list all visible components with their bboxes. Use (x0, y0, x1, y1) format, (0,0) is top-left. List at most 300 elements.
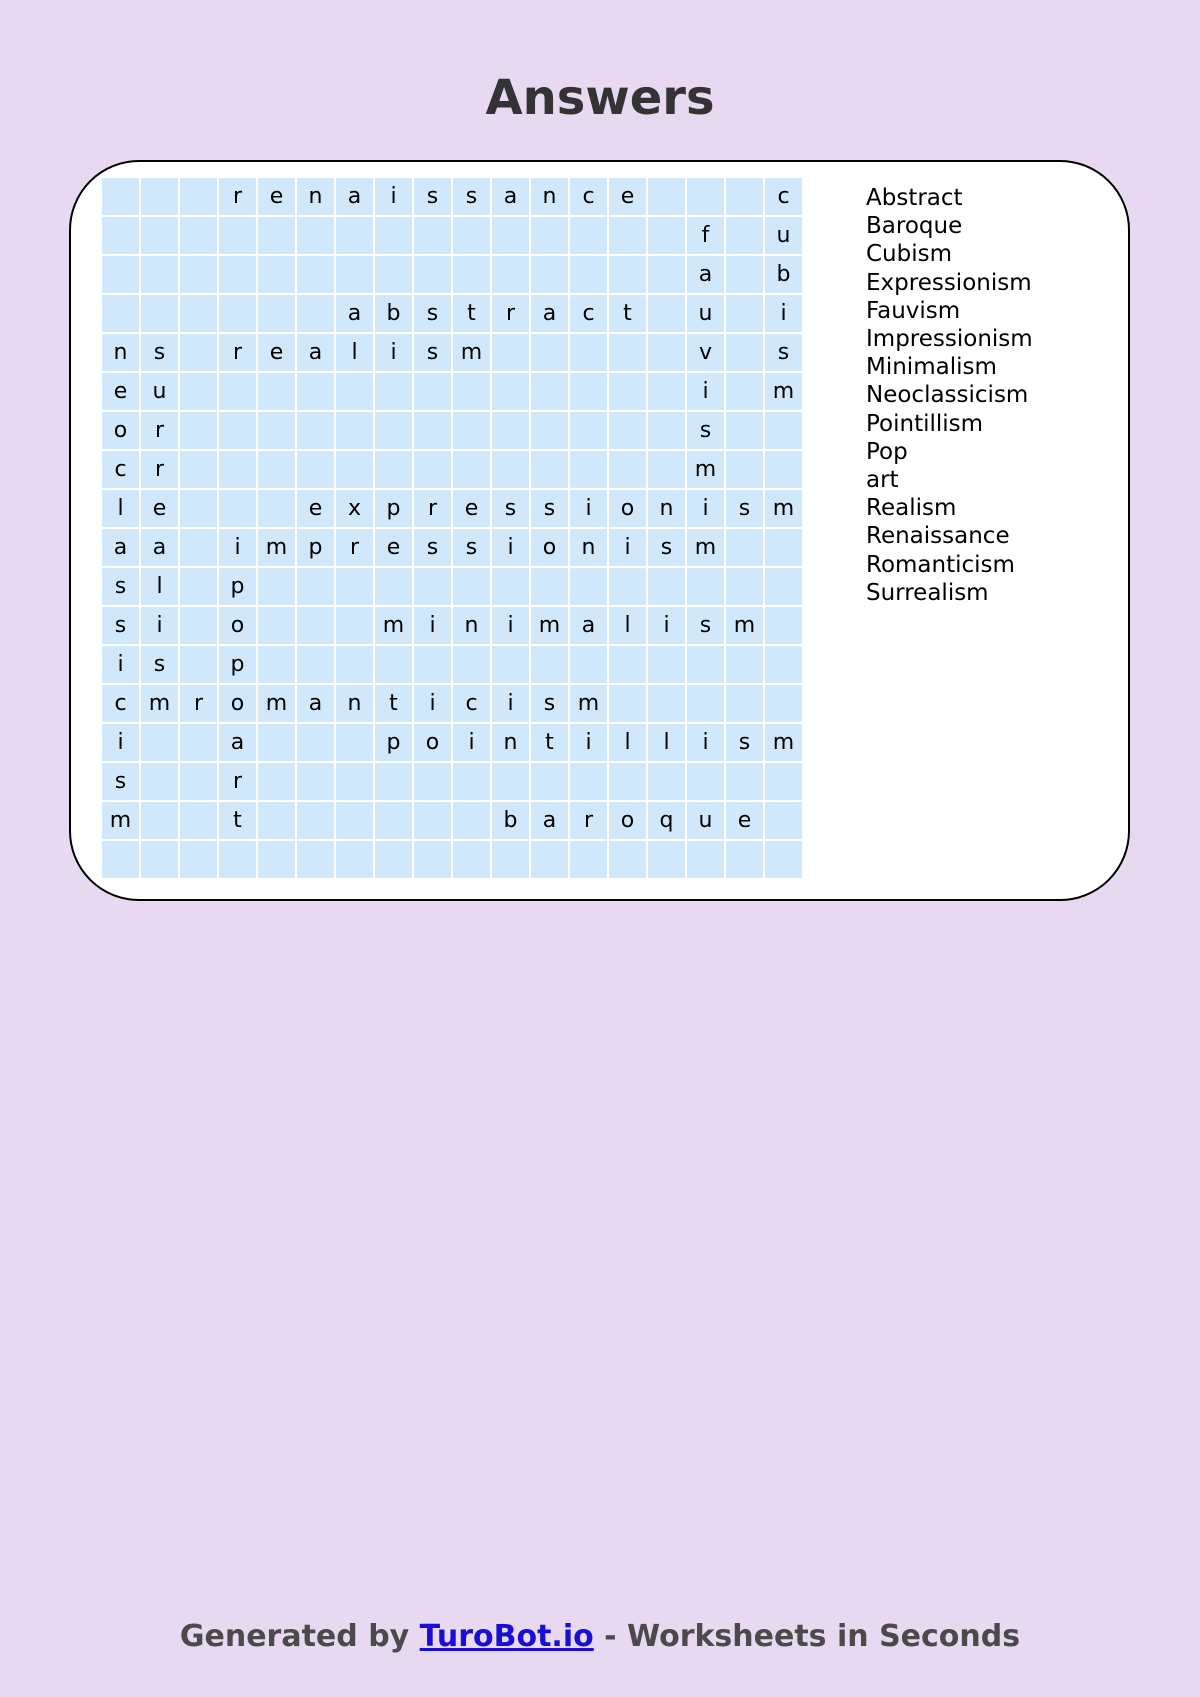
grid-cell: b (765, 256, 802, 293)
grid-cell (258, 217, 295, 254)
grid-cell: o (531, 529, 568, 566)
grid-cell (531, 256, 568, 293)
grid-cell (609, 451, 646, 488)
word-list (866, 184, 1033, 607)
grid-cell (453, 568, 490, 605)
word-list-item: Minimalism (866, 354, 997, 381)
grid-cell: o (102, 412, 139, 449)
grid-cell (414, 646, 451, 683)
grid-cell (414, 217, 451, 254)
grid-cell (453, 841, 490, 878)
grid-cell: o (219, 685, 256, 722)
grid-cell (180, 373, 217, 410)
grid-cell: m (570, 685, 607, 722)
grid-cell: a (102, 529, 139, 566)
grid-cell: s (141, 646, 178, 683)
grid-cell: a (687, 256, 724, 293)
grid-cell (570, 451, 607, 488)
grid-cell (648, 217, 685, 254)
grid-cell: s (453, 178, 490, 215)
grid-cell (687, 178, 724, 215)
grid-cell: t (219, 802, 256, 839)
grid-cell (531, 373, 568, 410)
grid-cell (375, 412, 412, 449)
grid-cell: s (648, 529, 685, 566)
grid-cell: i (219, 529, 256, 566)
grid-cell: n (453, 607, 490, 644)
grid-cell (492, 334, 529, 371)
grid-cell (297, 568, 334, 605)
grid-cell: m (531, 607, 568, 644)
grid-cell (414, 373, 451, 410)
grid-cell: e (258, 178, 295, 215)
grid-cell (726, 256, 763, 293)
grid-cell (609, 646, 646, 683)
grid-cell (609, 373, 646, 410)
grid-cell (492, 217, 529, 254)
grid-cell (453, 373, 490, 410)
grid-cell (336, 724, 373, 761)
grid-cell: p (219, 646, 256, 683)
grid-cell: i (609, 529, 646, 566)
grid-cell: a (531, 295, 568, 332)
grid-cell (765, 802, 802, 839)
grid-cell (492, 256, 529, 293)
grid-cell (726, 217, 763, 254)
grid-cell (180, 217, 217, 254)
word-list-item: Surrealism (866, 579, 989, 606)
grid-cell (180, 529, 217, 566)
grid-cell (102, 841, 139, 878)
grid-cell: s (765, 334, 802, 371)
grid-cell (492, 451, 529, 488)
grid-cell (570, 763, 607, 800)
grid-cell (414, 568, 451, 605)
page-title: Answers (485, 70, 715, 126)
grid-cell (258, 373, 295, 410)
grid-cell (336, 763, 373, 800)
grid-cell: l (609, 724, 646, 761)
grid-cell (726, 568, 763, 605)
grid-cell: s (102, 607, 139, 644)
grid-cell: r (492, 295, 529, 332)
grid-cell: s (102, 568, 139, 605)
grid-cell (336, 841, 373, 878)
grid-cell: i (687, 490, 724, 527)
grid-cell: s (726, 490, 763, 527)
grid-cell: r (219, 178, 256, 215)
grid-cell (648, 646, 685, 683)
grid-cell (609, 841, 646, 878)
grid-cell: c (453, 685, 490, 722)
grid-cell (336, 802, 373, 839)
grid-cell (726, 178, 763, 215)
grid-cell: t (531, 724, 568, 761)
word-list-item: Neoclassicism (866, 382, 1029, 409)
grid-cell (258, 763, 295, 800)
grid-cell (258, 568, 295, 605)
grid-cell (219, 490, 256, 527)
grid-cell (180, 451, 217, 488)
grid-cell (609, 412, 646, 449)
grid-cell (180, 763, 217, 800)
grid-cell (453, 802, 490, 839)
grid-cell: n (531, 178, 568, 215)
grid-cell: a (141, 529, 178, 566)
grid-cell (258, 841, 295, 878)
grid-cell (375, 841, 412, 878)
grid-cell (570, 334, 607, 371)
grid-cell: m (453, 334, 490, 371)
footer-prefix: Generated by (179, 1619, 420, 1654)
grid-cell: e (258, 334, 295, 371)
grid-cell: a (492, 178, 529, 215)
grid-cell: m (726, 607, 763, 644)
grid-cell: e (726, 802, 763, 839)
grid-cell (765, 646, 802, 683)
grid-cell (414, 412, 451, 449)
grid-cell (531, 763, 568, 800)
grid-cell: l (336, 334, 373, 371)
grid-cell (375, 568, 412, 605)
grid-cell (531, 841, 568, 878)
grid-cell: s (414, 178, 451, 215)
grid-cell (258, 646, 295, 683)
grid-cell (336, 412, 373, 449)
grid-cell (531, 646, 568, 683)
grid-cell: m (687, 529, 724, 566)
grid-cell (297, 295, 334, 332)
grid-cell: l (102, 490, 139, 527)
grid-cell (336, 646, 373, 683)
grid-cell: i (492, 685, 529, 722)
grid-cell: a (570, 607, 607, 644)
grid-cell: l (609, 607, 646, 644)
grid-cell: e (141, 490, 178, 527)
grid-cell (258, 490, 295, 527)
grid-cell (180, 568, 217, 605)
grid-cell (414, 841, 451, 878)
grid-cell: r (219, 763, 256, 800)
grid-cell (648, 451, 685, 488)
grid-cell (180, 490, 217, 527)
grid-cell (531, 217, 568, 254)
word-list-item: Impressionism (866, 326, 1033, 353)
grid-cell (609, 763, 646, 800)
grid-cell (297, 802, 334, 839)
grid-cell: i (492, 529, 529, 566)
grid-cell: p (219, 568, 256, 605)
grid-cell (765, 607, 802, 644)
grid-cell (297, 256, 334, 293)
grid-cell (180, 802, 217, 839)
grid-cell: a (297, 334, 334, 371)
grid-cell: m (375, 607, 412, 644)
grid-cell (609, 685, 646, 722)
grid-cell (258, 607, 295, 644)
grid-cell: i (414, 607, 451, 644)
grid-cell (141, 295, 178, 332)
grid-cell (219, 373, 256, 410)
grid-cell (258, 802, 295, 839)
grid-cell: i (765, 295, 802, 332)
grid-cell (648, 295, 685, 332)
word-list-item: Fauvism (866, 297, 961, 324)
grid-cell: m (258, 529, 295, 566)
grid-cell (570, 217, 607, 254)
grid-cell (258, 451, 295, 488)
grid-cell (102, 256, 139, 293)
grid-cell: a (297, 685, 334, 722)
grid-cell (765, 529, 802, 566)
grid-cell (687, 646, 724, 683)
grid-cell: r (141, 451, 178, 488)
grid-cell (141, 802, 178, 839)
grid-cell: s (687, 607, 724, 644)
grid-cell: s (531, 490, 568, 527)
grid-cell (570, 841, 607, 878)
grid-cell (297, 724, 334, 761)
grid-cell: f (687, 217, 724, 254)
word-list-item: Realism (866, 495, 957, 522)
grid-cell: n (297, 178, 334, 215)
grid-cell: a (336, 295, 373, 332)
grid-cell (648, 373, 685, 410)
grid-cell: i (141, 607, 178, 644)
grid-cell (648, 412, 685, 449)
grid-cell (375, 217, 412, 254)
grid-cell (375, 646, 412, 683)
grid-cell: e (297, 490, 334, 527)
grid-cell (336, 256, 373, 293)
grid-cell (336, 217, 373, 254)
grid-cell (219, 412, 256, 449)
grid-cell: r (141, 412, 178, 449)
grid-cell: s (102, 763, 139, 800)
grid-cell (219, 217, 256, 254)
grid-cell (726, 295, 763, 332)
grid-cell: i (492, 607, 529, 644)
grid-cell (375, 451, 412, 488)
grid-cell (492, 568, 529, 605)
grid-cell (141, 178, 178, 215)
footer (0, 1619, 1200, 1654)
grid-cell (102, 295, 139, 332)
grid-cell: i (453, 724, 490, 761)
grid-cell (648, 763, 685, 800)
grid-cell: l (648, 724, 685, 761)
grid-cell (297, 763, 334, 800)
grid-cell (336, 451, 373, 488)
grid-cell (297, 841, 334, 878)
grid-cell (453, 763, 490, 800)
grid-cell (375, 373, 412, 410)
grid-cell: c (570, 178, 607, 215)
grid-cell (609, 334, 646, 371)
grid-cell (258, 412, 295, 449)
grid-cell: m (687, 451, 724, 488)
grid-cell: u (687, 802, 724, 839)
grid-cell (180, 178, 217, 215)
grid-cell (297, 412, 334, 449)
grid-cell: s (414, 529, 451, 566)
grid-cell (258, 724, 295, 761)
grid-cell (726, 373, 763, 410)
grid-cell (726, 451, 763, 488)
footer-suffix: - Worksheets in Seconds (593, 1619, 1021, 1654)
word-list-item: art (866, 467, 899, 494)
grid-cell (180, 841, 217, 878)
grid-cell (180, 412, 217, 449)
grid-cell (765, 685, 802, 722)
grid-cell: r (414, 490, 451, 527)
grid-cell (336, 607, 373, 644)
word-list-item: Renaissance (866, 523, 1010, 550)
grid-cell: s (687, 412, 724, 449)
grid-cell (492, 646, 529, 683)
grid-cell (726, 685, 763, 722)
grid-cell (648, 178, 685, 215)
word-list-item: Pointillism (866, 410, 984, 437)
grid-cell (336, 373, 373, 410)
grid-cell (336, 568, 373, 605)
grid-cell: c (102, 685, 139, 722)
grid-cell (219, 295, 256, 332)
grid-cell: i (375, 334, 412, 371)
grid-cell (492, 763, 529, 800)
grid-cell: a (219, 724, 256, 761)
grid-cell (453, 646, 490, 683)
grid-cell: p (375, 724, 412, 761)
grid-cell (375, 802, 412, 839)
grid-cell (297, 451, 334, 488)
grid-cell (219, 841, 256, 878)
grid-cell (180, 334, 217, 371)
grid-cell: m (141, 685, 178, 722)
grid-cell: i (570, 724, 607, 761)
grid-cell (453, 217, 490, 254)
grid-cell (531, 568, 568, 605)
word-list-item: Expressionism (866, 269, 1032, 296)
grid-cell (687, 763, 724, 800)
grid-cell: r (336, 529, 373, 566)
grid-cell (570, 373, 607, 410)
grid-cell (297, 217, 334, 254)
grid-cell: l (141, 568, 178, 605)
grid-cell (765, 841, 802, 878)
grid-cell (414, 256, 451, 293)
grid-cell (492, 841, 529, 878)
grid-cell: e (609, 178, 646, 215)
grid-cell: m (258, 685, 295, 722)
grid-cell: o (414, 724, 451, 761)
grid-cell (180, 295, 217, 332)
grid-cell: n (648, 490, 685, 527)
grid-cell: p (375, 490, 412, 527)
grid-cell (375, 763, 412, 800)
grid-cell: i (102, 724, 139, 761)
grid-cell (492, 373, 529, 410)
grid-cell: q (648, 802, 685, 839)
grid-cell: r (180, 685, 217, 722)
grid-cell (765, 451, 802, 488)
grid-cell (648, 256, 685, 293)
grid-cell (687, 841, 724, 878)
grid-cell: n (492, 724, 529, 761)
grid-cell: i (375, 178, 412, 215)
grid-cell (609, 256, 646, 293)
grid-cell: u (141, 373, 178, 410)
grid-cell: t (609, 295, 646, 332)
grid-cell (141, 256, 178, 293)
grid-cell (765, 568, 802, 605)
grid-cell: e (375, 529, 412, 566)
grid-cell (414, 763, 451, 800)
word-list-item: Cubism (866, 241, 953, 268)
grid-cell (375, 256, 412, 293)
grid-cell (180, 724, 217, 761)
grid-cell (414, 802, 451, 839)
grid-cell (141, 763, 178, 800)
grid-cell: c (102, 451, 139, 488)
grid-cell (726, 646, 763, 683)
grid-cell: e (102, 373, 139, 410)
grid-cell: t (453, 295, 490, 332)
grid-cell (219, 256, 256, 293)
grid-cell (648, 685, 685, 722)
grid-cell: s (531, 685, 568, 722)
grid-cell (648, 568, 685, 605)
grid-cell: o (219, 607, 256, 644)
grid-cell: i (414, 685, 451, 722)
grid-cell (258, 295, 295, 332)
grid-cell: s (414, 334, 451, 371)
grid-cell (297, 607, 334, 644)
grid-cell: i (687, 373, 724, 410)
grid-cell: i (687, 724, 724, 761)
grid-cell (648, 334, 685, 371)
grid-cell: m (765, 373, 802, 410)
turobot-link[interactable]: TuroBot.io (419, 1619, 594, 1654)
grid-cell: t (375, 685, 412, 722)
grid-cell (687, 568, 724, 605)
grid-cell (726, 412, 763, 449)
grid-cell: r (570, 802, 607, 839)
grid-cell: o (609, 802, 646, 839)
grid-cell: v (687, 334, 724, 371)
grid-cell (570, 568, 607, 605)
grid-cell: s (726, 724, 763, 761)
grid-cell (609, 568, 646, 605)
grid-cell: m (765, 724, 802, 761)
grid-cell (765, 412, 802, 449)
grid-cell: x (336, 490, 373, 527)
grid-cell (453, 412, 490, 449)
grid-cell: i (102, 646, 139, 683)
grid-cell: p (297, 529, 334, 566)
grid-cell (141, 841, 178, 878)
grid-cell: m (765, 490, 802, 527)
grid-cell (141, 217, 178, 254)
grid-cell: e (453, 490, 490, 527)
grid-cell: u (687, 295, 724, 332)
grid-cell: s (141, 334, 178, 371)
grid-cell (492, 412, 529, 449)
grid-cell (297, 646, 334, 683)
grid-cell (258, 256, 295, 293)
grid-cell: s (492, 490, 529, 527)
grid-cell: n (102, 334, 139, 371)
